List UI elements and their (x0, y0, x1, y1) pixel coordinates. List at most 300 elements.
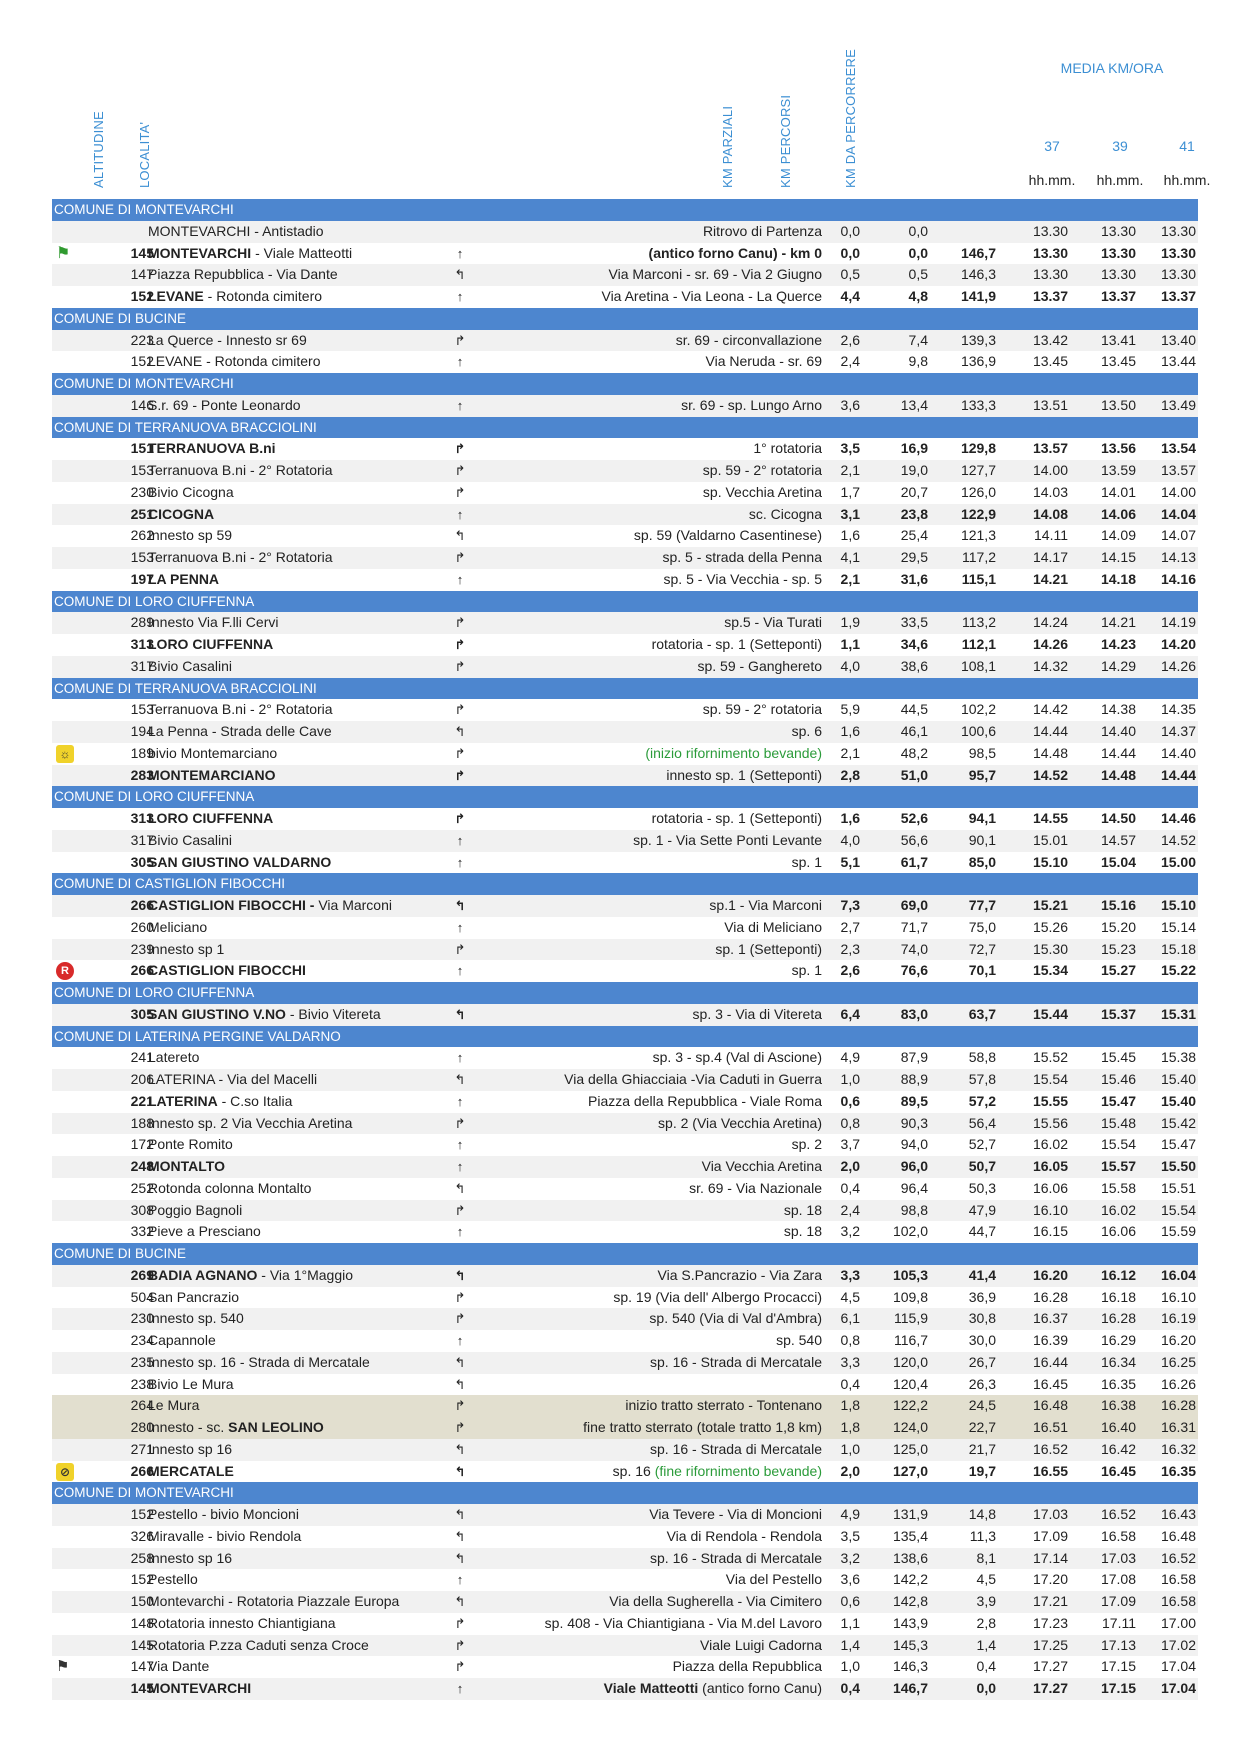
location-name: MONTEVARCHI (148, 1680, 252, 1696)
altitude: 262 (130, 527, 154, 544)
route-road: sp. 59 - Ganghereto (697, 657, 822, 674)
altitude: 148 (130, 1614, 154, 1631)
time-37: 16.48 (1032, 1397, 1068, 1414)
time-41: 15.47 (1160, 1136, 1196, 1153)
time-37: 13.30 (1032, 266, 1068, 283)
time-41: 14.52 (1160, 831, 1196, 848)
table-row (52, 221, 1198, 243)
km-done: 13,4 (900, 396, 928, 413)
section-header: COMUNE DI BUCINE (52, 308, 1198, 330)
time-41: 14.19 (1160, 614, 1196, 631)
table-row (52, 1635, 1198, 1657)
direction-arrow-icon: ↰ (454, 1006, 466, 1022)
section-header: COMUNE DI TERRANUOVA BRACCIOLINI (52, 678, 1198, 700)
time-41: 13.30 (1160, 266, 1196, 283)
km-remaining: 47,9 (968, 1201, 996, 1218)
location-name: Innesto sp 1 (148, 940, 225, 957)
location-name: LATERINA - Via del Macelli (148, 1071, 318, 1087)
location (148, 525, 468, 547)
km-remaining: 115,1 (961, 570, 996, 587)
km-remaining: 4,5 (976, 1571, 996, 1588)
time-39: 13.30 (1100, 266, 1136, 283)
time-41: 14.00 (1160, 483, 1196, 500)
altitude: 271 (130, 1440, 154, 1457)
time-39: 14.09 (1100, 527, 1136, 544)
km-partial: 1,0 (840, 1440, 860, 1457)
time-37: 15.54 (1032, 1071, 1068, 1087)
route-road: Via Vecchia Aretina (701, 1158, 822, 1174)
direction-arrow-icon: ↰ (454, 1507, 466, 1522)
direction-arrow-icon: ↱ (454, 1615, 466, 1631)
time-39: 15.23 (1100, 940, 1136, 957)
time-41: 14.20 (1160, 636, 1196, 652)
location (148, 1417, 468, 1439)
route-direction (472, 939, 822, 961)
direction-arrow-icon: ↱ (454, 1115, 466, 1131)
direction-arrow-icon: ↱ (454, 550, 466, 565)
km-remaining: 2,8 (976, 1614, 996, 1631)
direction-arrow-icon: ↑ (456, 854, 464, 870)
location (148, 330, 468, 352)
direction-arrow-icon: ↰ (454, 1463, 466, 1479)
direction-arrow-icon: ↰ (454, 1528, 466, 1544)
km-done: 34,6 (900, 636, 928, 652)
km-done-header: KM PERCORSI (778, 94, 793, 188)
time-39: 14.40 (1100, 723, 1136, 739)
route-direction (472, 1287, 822, 1309)
table-row (52, 264, 1198, 286)
location-name: LORO CIUFFENNA (148, 636, 274, 652)
location-name: Innesto sp. 540 (148, 1310, 244, 1327)
feed-note: (fine rifornimento bevande) (654, 1462, 822, 1479)
time-41: 15.31 (1160, 1005, 1196, 1022)
time-37: 15.55 (1032, 1092, 1068, 1109)
time-41: 15.18 (1160, 940, 1196, 957)
km-done: 16,9 (900, 440, 928, 457)
time-41: 15.22 (1160, 962, 1196, 979)
location-name: LEVANE - Rotonda cimitero (148, 353, 321, 370)
km-partial: 7,3 (840, 897, 860, 913)
time-37: 14.32 (1032, 657, 1068, 674)
direction-arrow-icon: ↱ (454, 332, 466, 348)
time-37: 16.28 (1032, 1288, 1068, 1305)
time-37: 17.27 (1032, 1680, 1068, 1696)
km-done: 96,4 (900, 1179, 928, 1196)
time-37: 15.56 (1032, 1114, 1068, 1131)
time-41: 16.43 (1160, 1506, 1196, 1522)
table-row (52, 852, 1198, 874)
route-road: sp. 16 - Strada di Mercatale (650, 1353, 822, 1370)
altitude: 234 (130, 1332, 154, 1348)
km-partial: 5,1 (840, 853, 860, 870)
location-name: Bivio Casalini (148, 831, 233, 848)
route-direction (472, 1569, 822, 1591)
location (148, 960, 468, 982)
location (148, 699, 468, 721)
location (148, 656, 468, 678)
time-41: 17.04 (1160, 1658, 1196, 1675)
km-remaining: 24,5 (968, 1397, 996, 1414)
route-direction (472, 395, 822, 417)
altitude: 260 (130, 918, 154, 935)
time-39: 14.50 (1100, 810, 1136, 826)
km-remaining: 102,2 (960, 701, 996, 718)
time-37: 16.05 (1032, 1158, 1068, 1174)
route-direction (472, 1004, 822, 1026)
route-direction (472, 1047, 822, 1069)
route-road: (antico forno Canu) - (648, 244, 791, 261)
km-done: 142,2 (892, 1571, 928, 1588)
km-partial: 6,4 (840, 1005, 860, 1022)
km-done: 120,0 (892, 1353, 928, 1370)
time-39: 16.40 (1100, 1419, 1136, 1435)
time-41: 16.10 (1160, 1288, 1196, 1305)
time-41: 14.16 (1160, 570, 1196, 587)
location (148, 852, 468, 874)
location-name: Bivio Casalini (148, 657, 233, 674)
altitude: 258 (130, 1549, 154, 1566)
location (148, 917, 468, 939)
route-direction (472, 1330, 822, 1352)
time-37: 17.14 (1032, 1549, 1068, 1566)
direction-arrow-icon: ↱ (454, 1202, 466, 1218)
km-done: 96,0 (900, 1158, 928, 1174)
table-row (52, 1091, 1198, 1113)
route-direction (472, 1200, 822, 1222)
section-header: COMUNE DI MONTEVARCHI (52, 373, 1198, 395)
route-road: sp. 59 (Valdarno Casentinese) (633, 527, 822, 544)
km-done: 138,6 (892, 1549, 928, 1566)
direction-arrow-icon: ↑ (456, 571, 464, 587)
time-41: 14.13 (1160, 549, 1196, 565)
km-done: 146,7 (892, 1680, 928, 1696)
altitude: 189 (130, 744, 154, 761)
location-name: Rotatoria innesto Chiantigiana (148, 1614, 336, 1631)
km-remaining: 139,3 (960, 331, 996, 348)
km-remaining: 146,3 (960, 266, 996, 283)
time-41: 14.35 (1160, 701, 1196, 718)
time-37: 17.20 (1032, 1571, 1068, 1588)
table-row (52, 1417, 1198, 1439)
time-39: 14.29 (1100, 657, 1136, 674)
location (148, 808, 468, 830)
time-41: 16.58 (1160, 1593, 1196, 1609)
km-partial: 0,4 (840, 1680, 860, 1696)
time-41: 16.28 (1160, 1397, 1196, 1414)
km-done: 44,5 (900, 701, 928, 718)
km-remaining: 100,6 (960, 723, 996, 739)
altitude: 223 (130, 331, 154, 348)
route-road: sp. 59 - 2° rotatoria (702, 462, 822, 478)
time-39: 13.41 (1100, 331, 1136, 348)
location-name: S.r. 69 - Ponte Leonardo (148, 396, 301, 413)
route-direction (472, 634, 822, 656)
altitude: 238 (130, 1375, 154, 1392)
km-remaining: 98,5 (968, 744, 996, 761)
km-done: 19,0 (900, 462, 928, 478)
route-direction (472, 1352, 822, 1374)
location (148, 1308, 468, 1330)
km-remaining: 57,8 (968, 1071, 996, 1087)
unit-39: hh.mm. (1096, 172, 1144, 188)
km-remaining: 30,0 (968, 1332, 996, 1348)
km-done: 88,9 (900, 1071, 928, 1087)
location-name: LORO CIUFFENNA (148, 810, 274, 826)
km-remaining: 63,7 (968, 1005, 996, 1022)
time-41: 15.10 (1160, 897, 1196, 913)
time-37: 15.21 (1032, 897, 1068, 913)
route-direction (472, 438, 822, 460)
route-direction (472, 1548, 822, 1570)
time-39: 14.48 (1100, 766, 1136, 783)
table-row (52, 895, 1198, 917)
route-road: sp. 16 - Strada di Mercatale (650, 1549, 822, 1566)
location-name: BADIA AGNANO (148, 1266, 258, 1283)
location (148, 395, 468, 417)
km-partial: 3,5 (840, 440, 860, 457)
km-done: 90,3 (900, 1114, 928, 1131)
direction-arrow-icon: ↑ (456, 1572, 464, 1588)
location (148, 1635, 468, 1657)
time-41: 15.14 (1160, 918, 1196, 935)
time-37: 13.57 (1032, 440, 1068, 457)
altitude: 251 (130, 505, 154, 522)
altitude: 153 (130, 549, 154, 565)
route-direction (472, 330, 822, 352)
route-direction (472, 286, 822, 308)
table-row (52, 1113, 1198, 1135)
location (148, 1265, 468, 1287)
km-remaining: 30,8 (968, 1310, 996, 1327)
km-partial: 1,6 (840, 810, 860, 826)
time-37: 13.30 (1032, 244, 1068, 261)
km-partial: 2,7 (840, 918, 860, 935)
time-39: 13.30 (1100, 222, 1136, 239)
km-done: 9,8 (908, 353, 928, 370)
km-remaining: 0,4 (976, 1658, 996, 1675)
unit-37: hh.mm. (1028, 172, 1076, 188)
time-39: 16.35 (1100, 1375, 1136, 1392)
location-name: MONTEVARCHI - Antistadio (148, 222, 324, 239)
route-direction (472, 852, 822, 874)
route-road: sp. 5 - Via Vecchia - sp. 5 (663, 570, 822, 587)
direction-arrow-icon: ↱ (454, 767, 466, 783)
route-road: sr. 69 - Via Nazionale (689, 1179, 822, 1196)
route-direction (472, 917, 822, 939)
location-name: MERCATALE (148, 1462, 234, 1479)
time-37: 14.26 (1032, 636, 1068, 652)
location-name: Latereto (148, 1049, 200, 1066)
time-37: 16.37 (1032, 1310, 1068, 1327)
route-road: sp. 1 (791, 962, 822, 979)
table-row (52, 939, 1198, 961)
route-road: sp. 1 (791, 853, 822, 870)
route-road: sr. 69 - sp. Lungo Arno (681, 396, 822, 413)
altitude: 153 (130, 701, 154, 718)
location (148, 1352, 468, 1374)
location-name: LA PENNA (148, 570, 220, 587)
direction-arrow-icon: ↰ (454, 1072, 466, 1087)
section-header: COMUNE DI MONTEVARCHI (52, 1482, 1198, 1504)
km-done: 48,2 (900, 744, 928, 761)
time-37: 14.44 (1032, 723, 1068, 739)
km-remaining: 36,9 (968, 1288, 996, 1305)
table-row (52, 395, 1198, 417)
time-39: 14.38 (1100, 701, 1136, 718)
km-partial: 4,5 (840, 1288, 860, 1305)
time-39: 16.58 (1100, 1527, 1136, 1544)
table-row (52, 1308, 1198, 1330)
location-detail: - Via 1°Maggio (257, 1266, 354, 1283)
altitude: 145 (130, 244, 154, 261)
time-39: 14.15 (1100, 549, 1136, 565)
section-header: COMUNE DI LORO CIUFFENNA (52, 591, 1198, 613)
location (148, 1395, 468, 1417)
table-row (52, 656, 1198, 678)
time-37: 16.44 (1032, 1353, 1068, 1370)
speed-41-header: 41 (1179, 138, 1195, 154)
altitude: 235 (130, 1353, 154, 1370)
km-remaining: 58,8 (968, 1049, 996, 1066)
route-direction (472, 895, 822, 917)
location (148, 743, 468, 765)
route-road: sp. 19 (Via dell' Albergo Procacci) (613, 1288, 822, 1305)
time-37: 13.30 (1032, 222, 1068, 239)
km-partial: 2,4 (840, 353, 860, 370)
route-road: sp. 5 - strada della Penna (662, 549, 822, 565)
route-road: Via del Pestello (725, 1571, 822, 1588)
section-header: COMUNE DI LATERINA PERGINE VALDARNO (52, 1026, 1198, 1048)
time-37: 16.39 (1032, 1332, 1068, 1348)
km-done: 38,6 (900, 657, 928, 674)
route-road: sp. Vecchia Aretina (702, 483, 822, 500)
direction-arrow-icon: ↑ (456, 963, 464, 979)
direction-arrow-icon: ↱ (454, 811, 466, 826)
table-row (52, 1374, 1198, 1396)
altitude: 241 (130, 1049, 154, 1066)
location-name: Via Dante (148, 1658, 210, 1675)
km-done: 120,4 (892, 1375, 928, 1392)
location (148, 1548, 468, 1570)
route-note: (antico forno Canu) (698, 1680, 822, 1696)
time-37: 17.27 (1032, 1658, 1068, 1675)
direction-arrow-icon: ↑ (456, 245, 464, 261)
time-39: 14.44 (1100, 744, 1136, 761)
altitude: 206 (130, 1071, 154, 1087)
checkered-flag-icon: ⚑ (56, 1658, 70, 1676)
direction-arrow-icon: ↑ (456, 1093, 464, 1109)
time-39: 15.20 (1100, 918, 1136, 935)
route-road: Via della Sugherella - Via Cimitero (609, 1593, 822, 1609)
route-road: sp. 16 - Strada di Mercatale (650, 1440, 822, 1457)
time-39: 13.45 (1100, 353, 1136, 370)
direction-arrow-icon: ↱ (454, 702, 466, 718)
time-39: 14.21 (1100, 614, 1136, 631)
altitude: 197 (130, 570, 154, 587)
time-41: 13.30 (1160, 222, 1196, 239)
km-remaining: 57,2 (968, 1092, 996, 1109)
km-partial: 2,1 (840, 744, 860, 761)
location (148, 1091, 468, 1113)
route-direction (472, 1439, 822, 1461)
altitude: 150 (130, 1593, 154, 1609)
route-direction (472, 569, 822, 591)
time-39: 15.58 (1100, 1179, 1136, 1196)
time-39: 16.02 (1100, 1201, 1136, 1218)
km-remaining-header: KM DA PERCORRERE (843, 48, 858, 188)
section-header: COMUNE DI MONTEVARCHI (52, 199, 1198, 221)
time-41: 15.40 (1160, 1071, 1196, 1087)
direction-arrow-icon: ↑ (456, 919, 464, 935)
route-road: sc. Cicogna (748, 505, 822, 522)
table-row (52, 1069, 1198, 1091)
direction-arrow-icon: ↰ (454, 1180, 466, 1196)
km-done: 74,0 (900, 940, 928, 957)
km-remaining: 113,2 (962, 614, 996, 631)
route-direction (472, 351, 822, 373)
km-partial: 2,8 (840, 766, 860, 783)
km-done: 102,0 (892, 1223, 928, 1240)
location (148, 1004, 468, 1026)
km-done: 46,1 (900, 723, 928, 739)
route-direction (472, 960, 822, 982)
km-done: 124,0 (892, 1419, 928, 1435)
km-remaining: 41,4 (968, 1266, 996, 1283)
location-name: MONTALTO (148, 1158, 225, 1174)
altitude: 313 (130, 636, 154, 652)
km-done: 142,8 (892, 1593, 928, 1609)
altitude: 264 (130, 1397, 154, 1414)
time-39: 15.16 (1100, 897, 1136, 913)
route-road: sp. 18 (783, 1223, 822, 1240)
km-partial: 3,2 (840, 1223, 860, 1240)
altitude: 504 (130, 1288, 154, 1305)
location (148, 1069, 468, 1091)
km-done: 115,9 (894, 1310, 928, 1327)
km-done: 94,0 (900, 1136, 928, 1153)
altitude: 326 (130, 1527, 154, 1544)
table-row (52, 1287, 1198, 1309)
table-row (52, 1656, 1198, 1678)
table-row (52, 1395, 1198, 1417)
km-partial: 6,1 (840, 1310, 860, 1327)
time-37: 15.44 (1032, 1005, 1068, 1022)
route-road: sp. 3 - Via di Vitereta (692, 1005, 822, 1022)
km-remaining: 95,7 (968, 766, 996, 783)
table-row (52, 1221, 1198, 1243)
km-partial-header: KM PARZIALI (720, 105, 735, 188)
km-done: 125,0 (892, 1440, 928, 1457)
direction-arrow-icon: ↑ (456, 1681, 464, 1696)
table-row (52, 1548, 1198, 1570)
direction-arrow-icon: ↰ (454, 724, 466, 739)
route-direction (472, 721, 822, 743)
route-direction (472, 1461, 822, 1483)
table-row (52, 1156, 1198, 1178)
km-remaining: 90,1 (968, 831, 996, 848)
route-road: fine tratto sterrato (totale tratto 1,8 km) (583, 1419, 822, 1435)
location (148, 1591, 468, 1613)
location (148, 895, 468, 917)
table-row (52, 286, 1198, 308)
time-39: 14.57 (1100, 831, 1136, 848)
location (148, 1330, 468, 1352)
location-detail: - Bivio Vitereta (285, 1005, 381, 1022)
km-remaining: 133,3 (960, 396, 996, 413)
route-direction (472, 1526, 822, 1548)
table-row (52, 330, 1198, 352)
time-39: 16.06 (1100, 1223, 1136, 1240)
